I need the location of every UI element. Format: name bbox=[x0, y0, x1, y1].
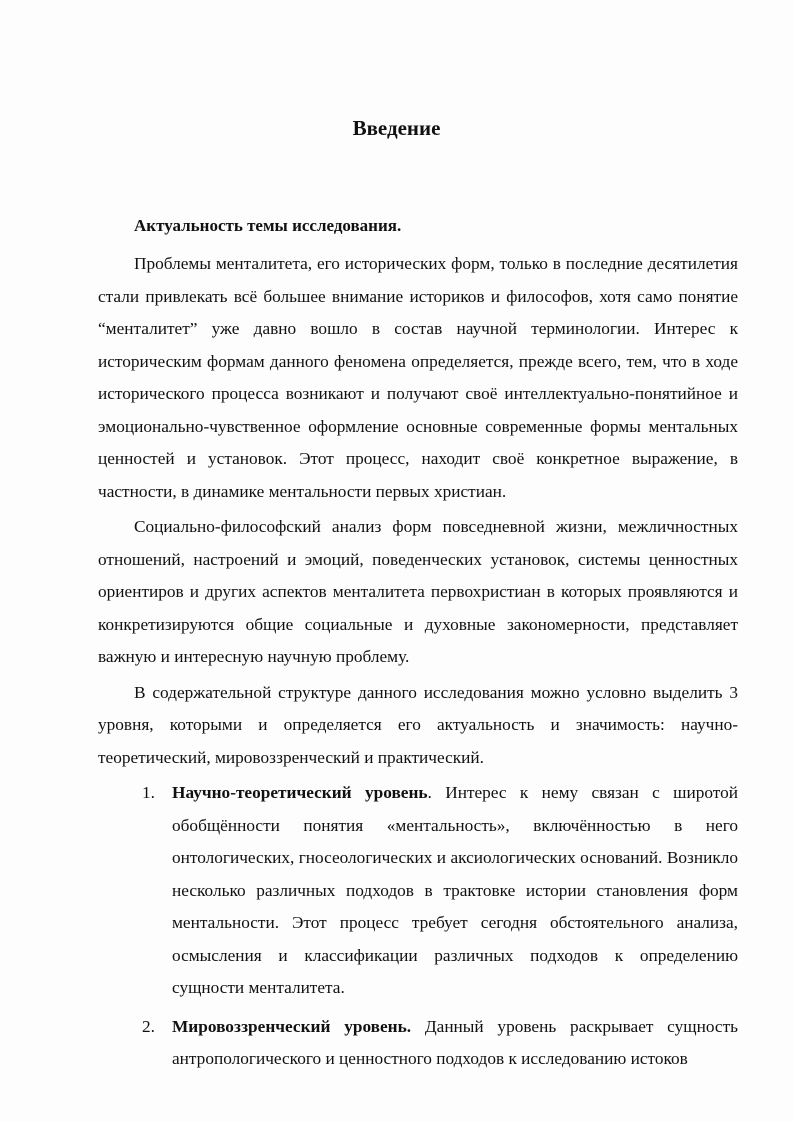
list-item-text: . Интерес к нему связан с широтой обобщённости понятия «ментальность», включённостью в него онтологических, гносеологических и аксиологических оснований. Возникло несколько различных подходов в трактовке истории становления форм ментальности. Этот процесс требует сегодня обстоятельного анализа, осмысления и классификации различных подходов к определению сущности менталитета. bbox=[172, 783, 738, 997]
levels-list bbox=[98, 777, 738, 1076]
list-item-heading: Мировоззренческий уровень. bbox=[172, 1016, 412, 1036]
paragraph-2: Социально-философский анализ форм повседневной жизни, межличностных отношений, настроений и эмоций, поведенческих установок, системы ценностных ориентиров и других аспектов менталитета первохристиан в которых проявляются и конкретизируются общие социальные и духовные закономерности, представляет важную и интересную научную проблему. bbox=[98, 517, 738, 666]
document-body bbox=[98, 248, 738, 1082]
page-title: Введение bbox=[352, 116, 441, 140]
list-item-number: 1. bbox=[142, 783, 155, 802]
list-item-number: 2. bbox=[142, 1016, 155, 1036]
paragraph-1: Проблемы менталитета, его исторических форм, только в последние десятилетия стали привлекать всё большее внимание историков и философов, хотя само понятие “менталитет” уже давно вошло в состав научной терминологии. Интерес к историческим формам данного феномена определяется, прежде всего, тем, что в ходе исторического процесса возникают и получают своё интеллектуально-понятийное и эмоционально-чувственное оформление основные современные формы ментальных ценностей и установок. Этот процесс, находит своё конкретное выражение, в частности, в динамике ментальности первых христиан. bbox=[98, 254, 738, 501]
paragraph-3: В содержательной структуре данного исследования можно условно выделить 3 уровня, которыми и определяется его актуальность и значимость: научно-теоретический, мировоззренческий и практический. bbox=[98, 682, 738, 767]
list-item bbox=[98, 777, 738, 1005]
list-item-heading: Научно-теоретический уровень bbox=[172, 783, 428, 802]
list-item bbox=[98, 1011, 738, 1076]
section-heading: Актуальность темы исследования. bbox=[134, 216, 402, 235]
list-item-text: Данный уровень раскрывает сущность антропологического и ценностного подходов к исследованию истоков bbox=[172, 1016, 738, 1068]
